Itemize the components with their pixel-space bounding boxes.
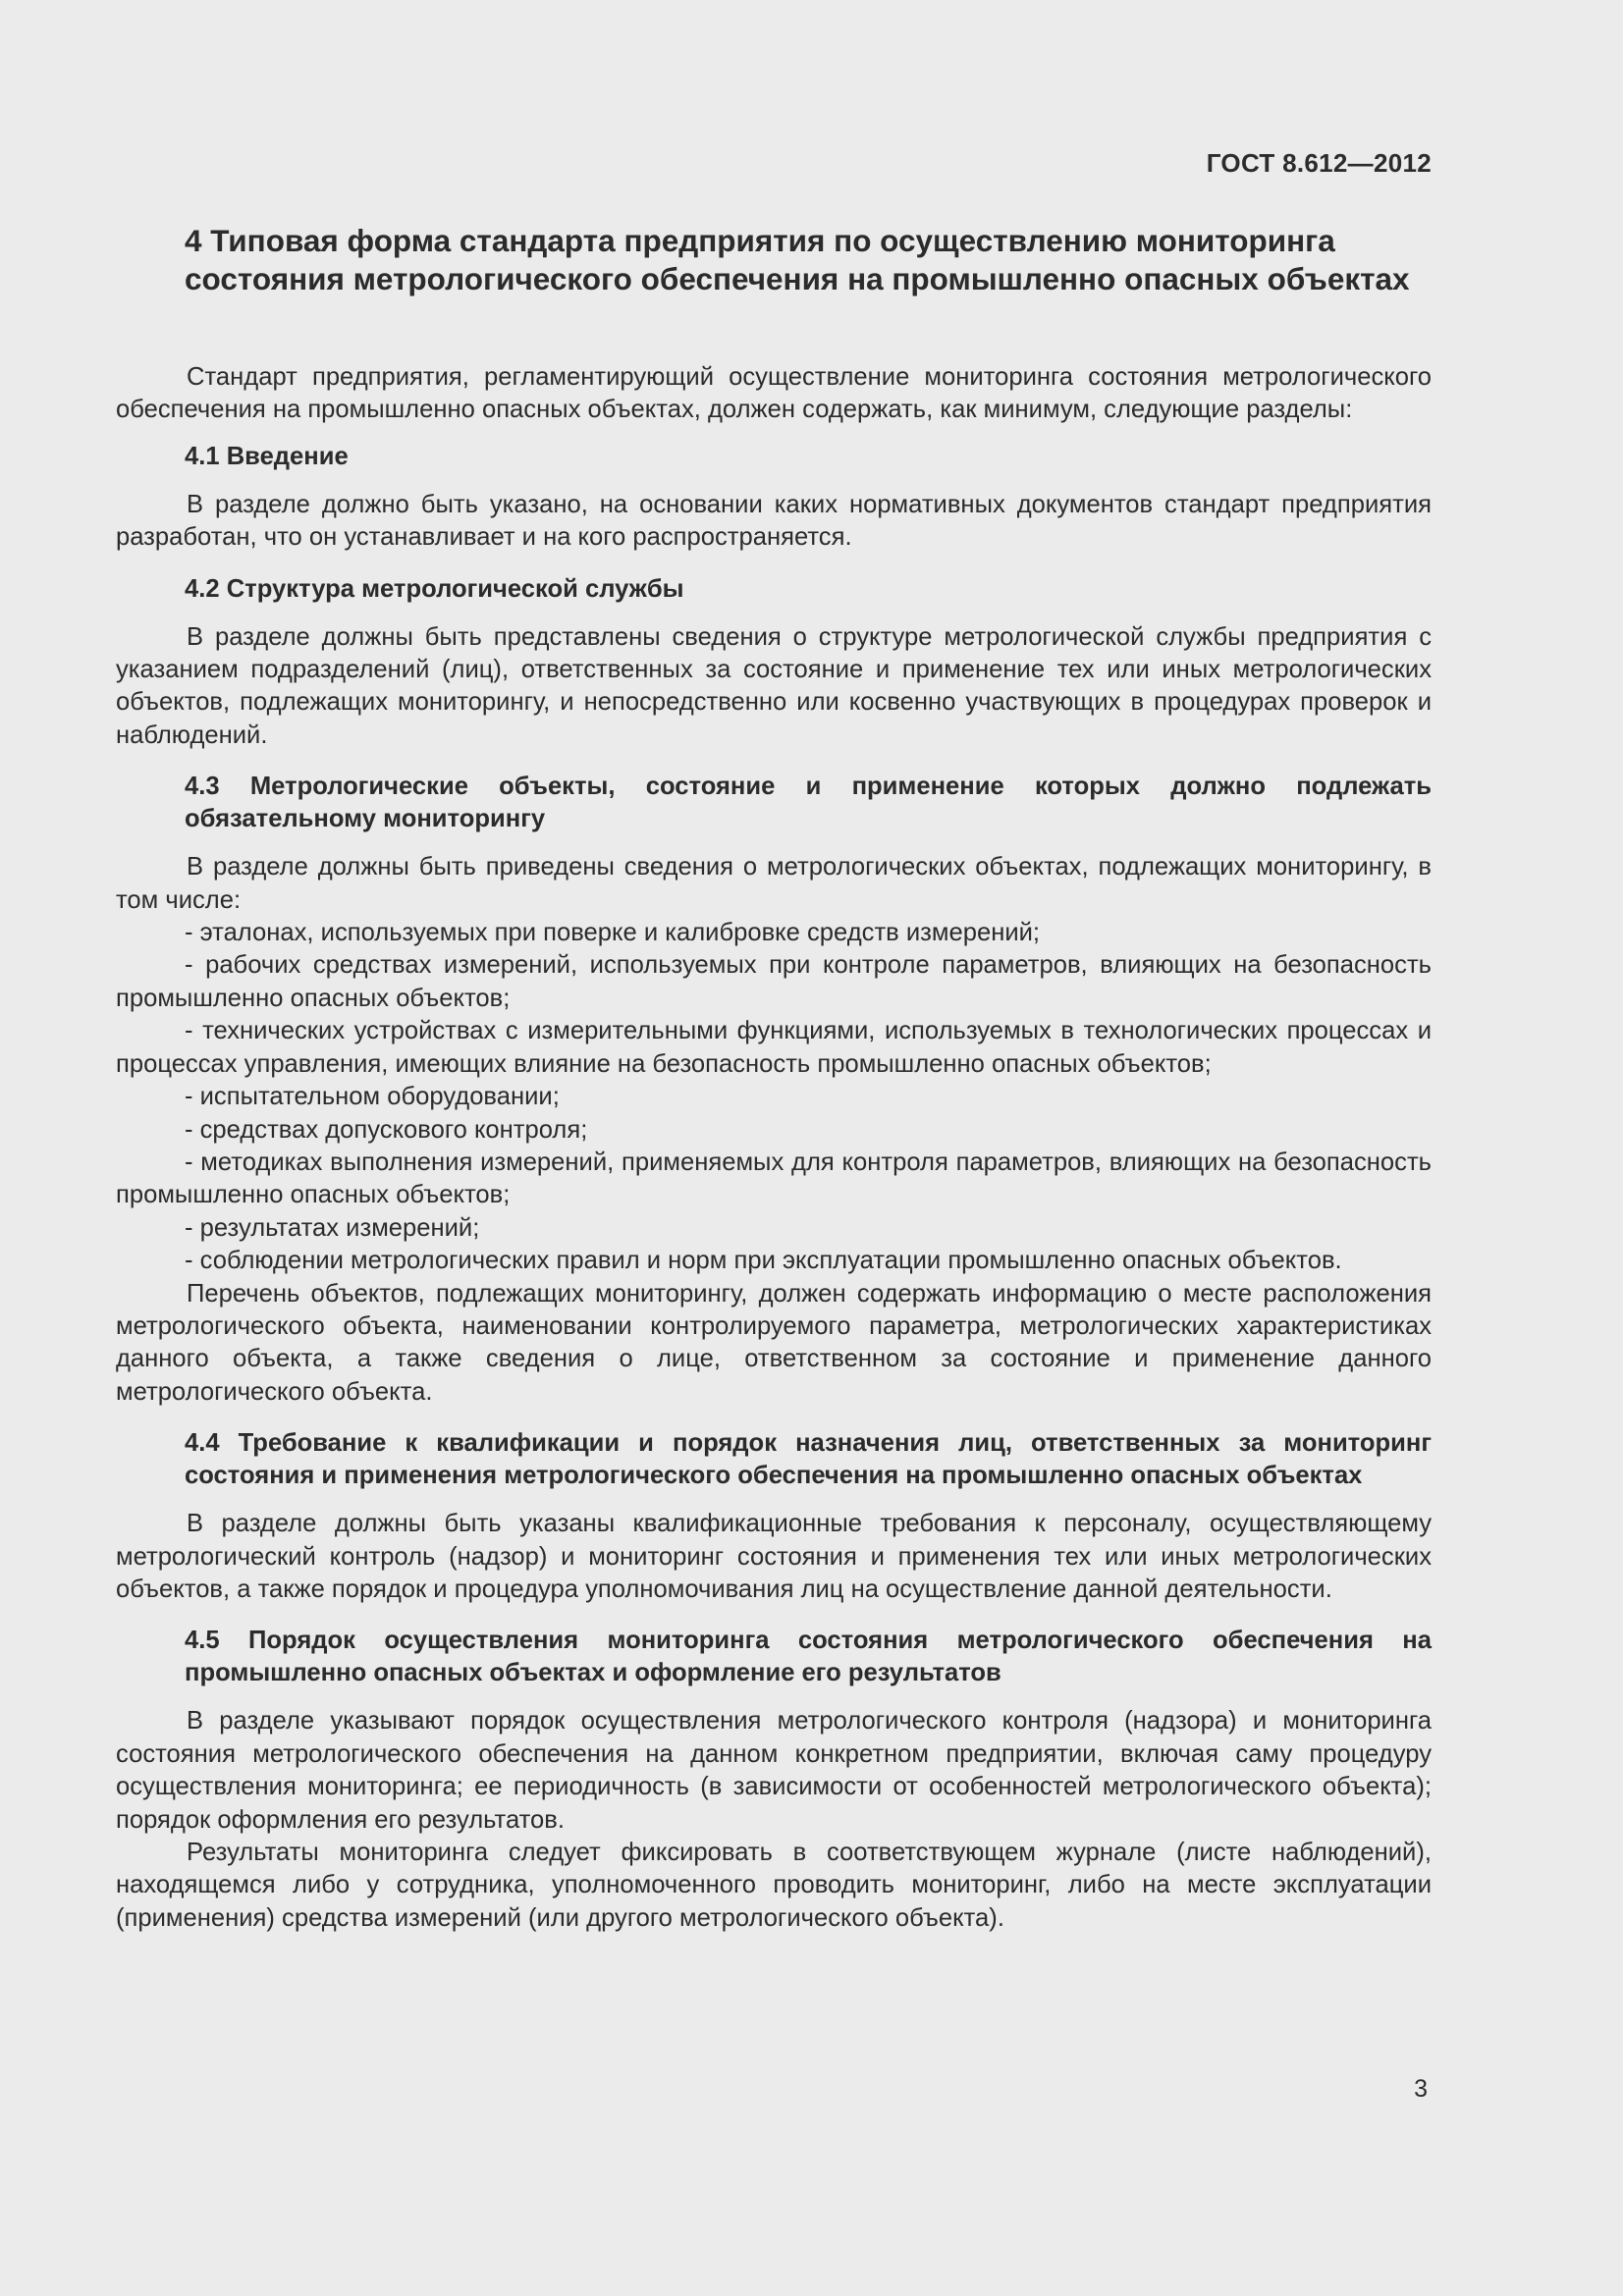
document-id-header: ГОСТ 8.612—2012 bbox=[1206, 148, 1432, 178]
subsection-heading-4-3: 4.3 Метрологические объекты, состояние и применение которых должно подлежать обязательному мониторингу bbox=[185, 773, 1432, 833]
list-item: - технических устройствах с измерительными функциями, используемых в технологических процессах и процессах управления, имеющих влияние на безопасность промышленно опасных объектов; bbox=[116, 1017, 1432, 1078]
paragraph-4-5-1: В разделе указывают порядок осуществления метрологического контроля (надзора) и мониторинга состояния метрологического обеспечения на данном конкретном предприятии, включая саму процедуру осуществления мониторинга; ее периодичность (в зависимости от особенностей метрологического объекта); порядок оформления его результатов. bbox=[116, 1707, 1432, 1834]
list-item: - рабочих средствах измерений, используемых при контроле параметров, влияющих на безопасность промышленно опасных объектов; bbox=[116, 951, 1432, 1012]
paragraph-4-1: В разделе должно быть указано, на основании каких нормативных документов стандарт предприятия разработан, что он устанавливает и на кого распространяется. bbox=[116, 490, 1432, 552]
list-item: - средствах допускового контроля; bbox=[185, 1115, 588, 1144]
subsection-heading-4-4: 4.4 Требование к квалификации и порядок назначения лиц, ответственных за мониторинг состояния и применения метрологического обеспечения на промышленно опасных объектах bbox=[185, 1429, 1432, 1490]
paragraph-4-5-2: Результаты мониторинга следует фиксировать в соответствующем журнале (листе наблюдений), находящемся либо у сотрудника, уполномоченного проводить мониторинг, либо на месте эксплуатации (применения) средства измерений (или другого метрологического объекта). bbox=[116, 1839, 1432, 1932]
page-number: 3 bbox=[1414, 2075, 1428, 2103]
list-item: - соблюдении метрологических правил и норм при эксплуатации промышленно опасных объектов. bbox=[185, 1247, 1342, 1275]
list-item: - эталонах, используемых при поверке и калибровке средств измерений; bbox=[185, 919, 1041, 947]
subsection-heading-4-2: 4.2 Структура метрологической службы bbox=[185, 574, 684, 603]
list-item: - методиках выполнения измерений, применяемых для контроля параметров, влияющих на безопасность промышленно опасных объектов; bbox=[116, 1148, 1432, 1209]
document-page bbox=[116, 0, 1432, 2296]
section-title: 4 Типовая форма стандарта предприятия по осуществлению мониторинга состояния метрологического обеспечения на промышленно опасных объектах bbox=[185, 223, 1410, 296]
section-intro-paragraph: Стандарт предприятия, регламентирующий осуществление мониторинга состояния метрологического обеспечения на промышленно опасных объектах, должен содержать, как минимум, следующие разделы: bbox=[116, 363, 1432, 424]
paragraph-4-4: В разделе должны быть указаны квалификационные требования к персоналу, осуществляющему метрологический контроль (надзор) и мониторинг состояния и применения тех или иных метрологических объектов, а также порядок и процедура уполномочивания лиц на осуществление данной деятельности. bbox=[116, 1510, 1432, 1603]
subsection-heading-4-5: 4.5 Порядок осуществления мониторинга состояния метрологического обеспечения на промышленно опасных объектах и оформление его результатов bbox=[185, 1627, 1432, 1687]
document-body bbox=[116, 361, 1432, 1935]
paragraph-4-2: В разделе должны быть представлены сведения о структуре метрологической службы предприятия с указанием подразделений (лиц), ответственных за состояние и применение тех или иных метрологических объектов, подлежащих мониторингу, и непосредственно или косвенно участвующих в процедурах проверок и наблюдений. bbox=[116, 622, 1432, 749]
subsection-heading-4-1: 4.1 Введение bbox=[185, 442, 349, 470]
paragraph-4-3-closing: Перечень объектов, подлежащих мониторингу, должен содержать информацию о месте расположения метрологического объекта, наименовании контролируемого параметра, метрологических характеристиках данного объекта, а также сведения о лице, ответственном за состояние и применение данного метрологического объекта. bbox=[116, 1279, 1432, 1406]
paragraph-4-3-intro: В разделе должны быть приведены сведения о метрологических объектах, подлежащих мониторингу, в том числе: bbox=[116, 853, 1432, 914]
list-item: - результатах измерений; bbox=[185, 1213, 480, 1242]
objects-list bbox=[116, 917, 1432, 1277]
list-item: - испытательном оборудовании; bbox=[185, 1083, 560, 1111]
